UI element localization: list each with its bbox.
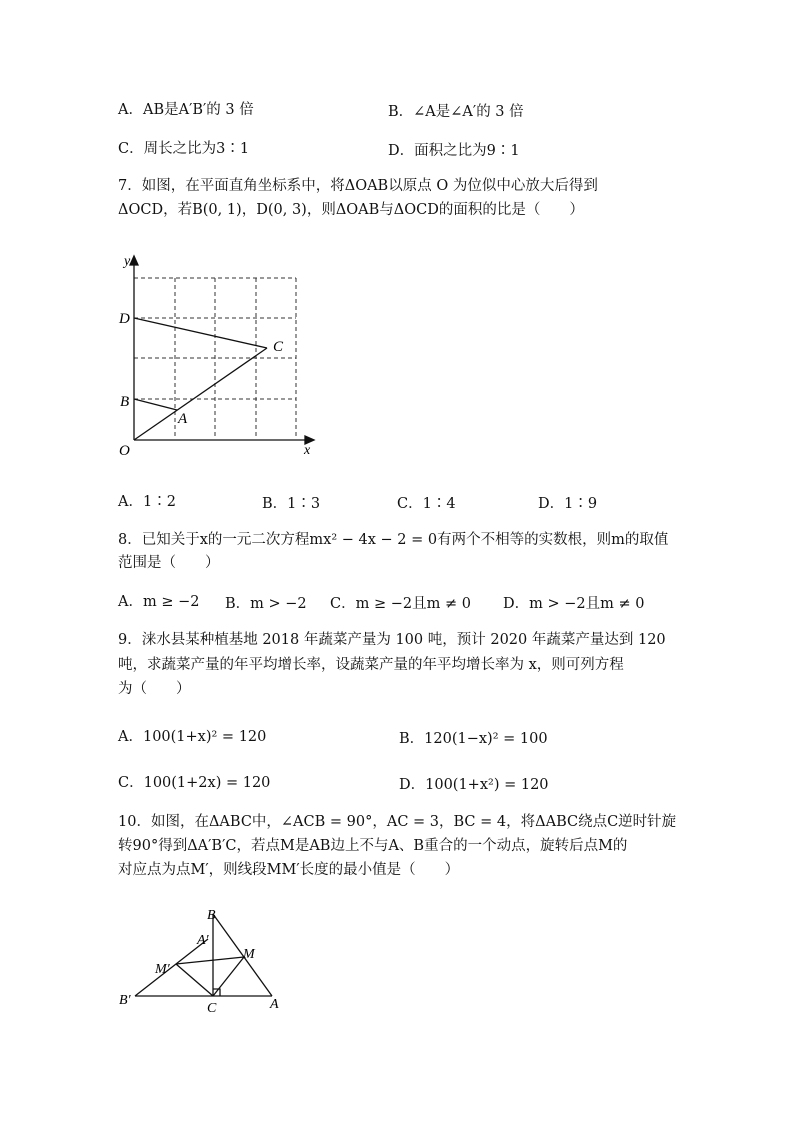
q9-option-c: C．100(1+2x) = 120 <box>118 775 271 791</box>
q10-label-a-prime: A′ <box>197 933 209 948</box>
q9-stem-line1: 9．涞水县某种植基地 2018 年蔬菜产量为 100 吨，预计 2020 年蔬菜产量达到 120 <box>118 632 666 648</box>
q7-label-b: B <box>120 394 130 410</box>
q7-option-d: D．1∶9 <box>538 496 598 512</box>
q8-option-a: A．m ≥ −2 <box>118 594 200 610</box>
q7-label-y: y <box>124 254 131 269</box>
q10-label-b: B <box>207 908 216 923</box>
q10-figure <box>110 900 290 1020</box>
q6-option-c: C．周长之比为3∶1 <box>118 141 250 157</box>
q7-axes <box>130 256 314 444</box>
q10-label-m-prime: M′ <box>155 962 170 977</box>
q7-option-b: B．1∶3 <box>262 496 321 512</box>
q9-stem-line2: 吨，求蔬菜产量的年平均增长率，设蔬菜产量的年平均增长率为 x，则可列方程 <box>118 657 624 673</box>
q8-option-d: D．m > −2且m ≠ 0 <box>503 596 645 612</box>
q10-stem-line3: 对应点为点M′，则线段MM′长度的最小值是（ ） <box>118 862 460 878</box>
q9-option-a: A．100(1+x)² = 120 <box>118 729 267 745</box>
q6-option-b: B．∠A是∠A′的 3 倍 <box>388 104 524 120</box>
q7-label-d: D <box>119 311 130 327</box>
q7-stem-line2: ΔOCD，若B(0, 1)，D(0, 3)，则ΔOAB与ΔOCD的面积的比是（ ） <box>118 202 584 218</box>
q7-grid <box>134 278 296 439</box>
q7-label-c: C <box>273 339 284 355</box>
q7-stem-line1: 7．如图，在平面直角坐标系中，将ΔOAB以原点 O 为位似中心放大后得到 <box>118 178 598 194</box>
q10-label-a: A <box>270 997 279 1012</box>
q10-label-m: M <box>243 947 255 962</box>
q7-option-c: C．1∶4 <box>397 496 456 512</box>
q6-option-a: A．AB是A′B′的 3 倍 <box>118 102 254 118</box>
q7-label-o: O <box>119 443 130 459</box>
q7-triangles <box>134 318 267 440</box>
q7-label-a: A <box>178 411 188 427</box>
q8-stem-line1: 8．已知关于x的一元二次方程mx² − 4x − 2 = 0有两个不相等的实数根，则m的取值 <box>118 532 669 548</box>
q10-label-b-prime: B′ <box>119 993 131 1008</box>
q10-stem-line1: 10．如图，在ΔABC中，∠ACB = 90°，AC = 3，BC = 4，将ΔABC绕点C逆时针旋 <box>118 814 677 830</box>
q9-option-b: B．120(1−x)² = 100 <box>399 731 548 747</box>
q8-option-c: C．m ≥ −2且m ≠ 0 <box>330 596 471 612</box>
q8-stem-line2: 范围是（ ） <box>118 555 220 571</box>
q10-label-c: C <box>207 1001 217 1016</box>
q7-option-a: A．1∶2 <box>118 494 176 510</box>
q6-option-d: D．面积之比为9∶1 <box>388 143 520 159</box>
q7-figure <box>110 250 330 460</box>
q10-stem-line2: 转90°得到ΔA′B′C，若点M是AB边上不与A、B重合的一个动点，旋转后点M的 <box>118 838 628 854</box>
q7-label-x: x <box>304 443 311 458</box>
q9-stem-line3: 为（ ） <box>118 681 191 697</box>
q8-option-b: B．m > −2 <box>225 596 307 612</box>
q9-option-d: D．100(1+x²) = 120 <box>399 777 549 793</box>
